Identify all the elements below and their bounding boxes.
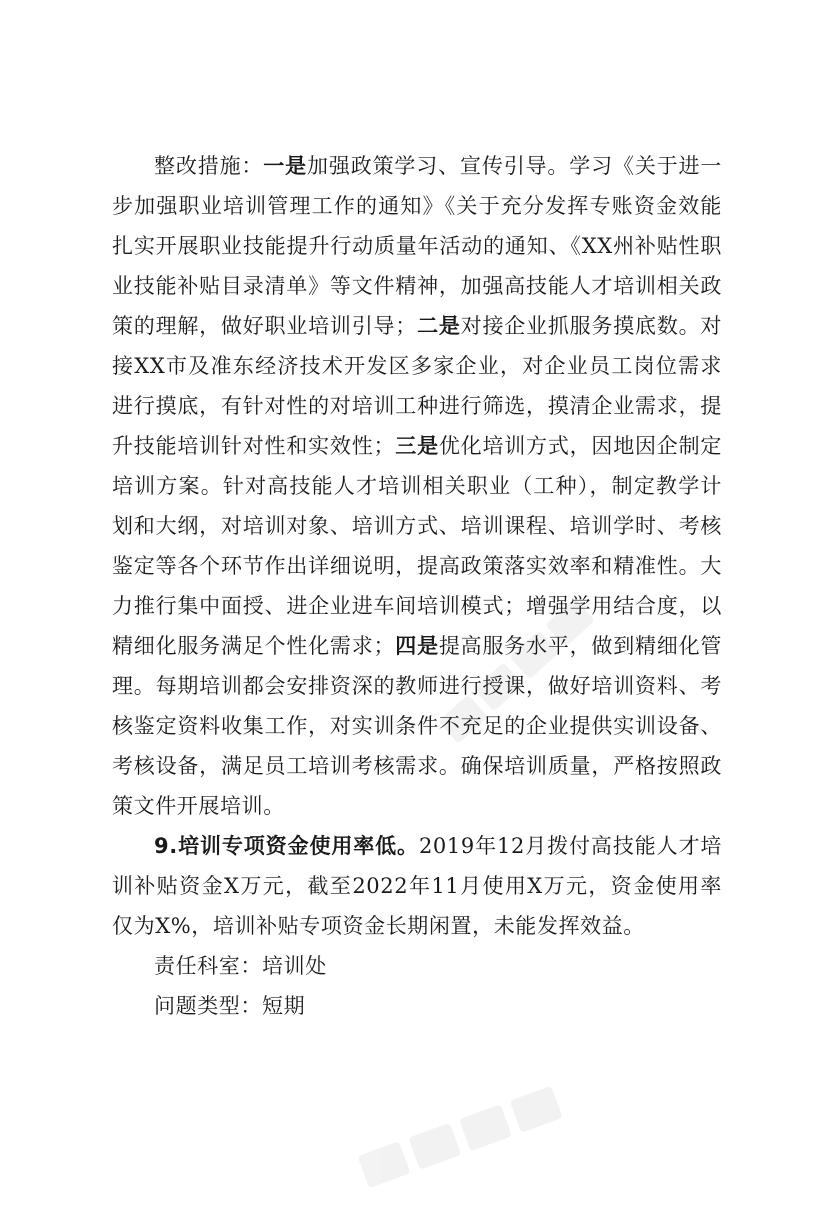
measure-1-text: 加强政策学习、宣传引导。学习《关于进一步加强职业培训管理工作的通知》《关于充分发挥专账资金效能扎实开展职业技能提升行动质量年活动的通知、《XX州补贴性职业技能补贴目录清单》等文件精神，加强高技能人才培训相关政策的理解，做好职业培训引导； [112,154,722,338]
measure-3-label: 三是 [395,434,439,458]
issue-9-paragraph [112,826,722,946]
document-body [112,146,722,1026]
watermark-bottom [358,1067,623,1212]
measure-4-text: 提高服务水平，做到精细化管理。每期培训都会安排资深的教师进行授课，做好培训资料、考核鉴定资料收集工作，对实训条件不充足的企业提供实训设备、考核设备，满足员工培训考核需求。确保培训质量，严格按照政策文件开展培训。 [112,634,722,818]
measure-3-text: 优化培训方式，因地因企制定培训方案。针对高技能人才培训相关职业（工种），制定教学计划和大纲，对培训对象、培训方式、培训课程、培训学时、考核鉴定等各个环节作出详细说明，提高政策落实效率和精准性。大力推行集中面授、进企业进车间培训模式；增强学用结合度，以精细化服务满足个性化需求； [112,434,722,658]
measure-2-label: 二是 [416,314,461,338]
measure-1-label: 一是 [263,154,307,178]
responsible-department: 责任科室：培训处 [154,954,327,978]
issue-9-text: 2019年12月拨付高技能人才培训补贴资金X万元，截至2022年11月使用X万元，资金使用率仅为X%，培训补贴专项资金长期闲置，未能发挥效益。 [112,834,723,938]
problem-type: 问题类型：短期 [154,994,306,1018]
measure-2-text: 对接企业抓服务摸底数。对接XX市及准东经济技术开发区多家企业，对企业员工岗位需求进行摸底，有针对性的对培训工种进行筛选，摸清企业需求，提升技能培训针对性和实效性； [112,314,722,458]
measures-lead: 整改措施： [154,154,264,178]
issue-9-title: 9.培训专项资金使用率低。 [154,834,419,858]
measure-4-label: 四是 [395,634,439,658]
rectification-measures-paragraph [112,146,722,826]
